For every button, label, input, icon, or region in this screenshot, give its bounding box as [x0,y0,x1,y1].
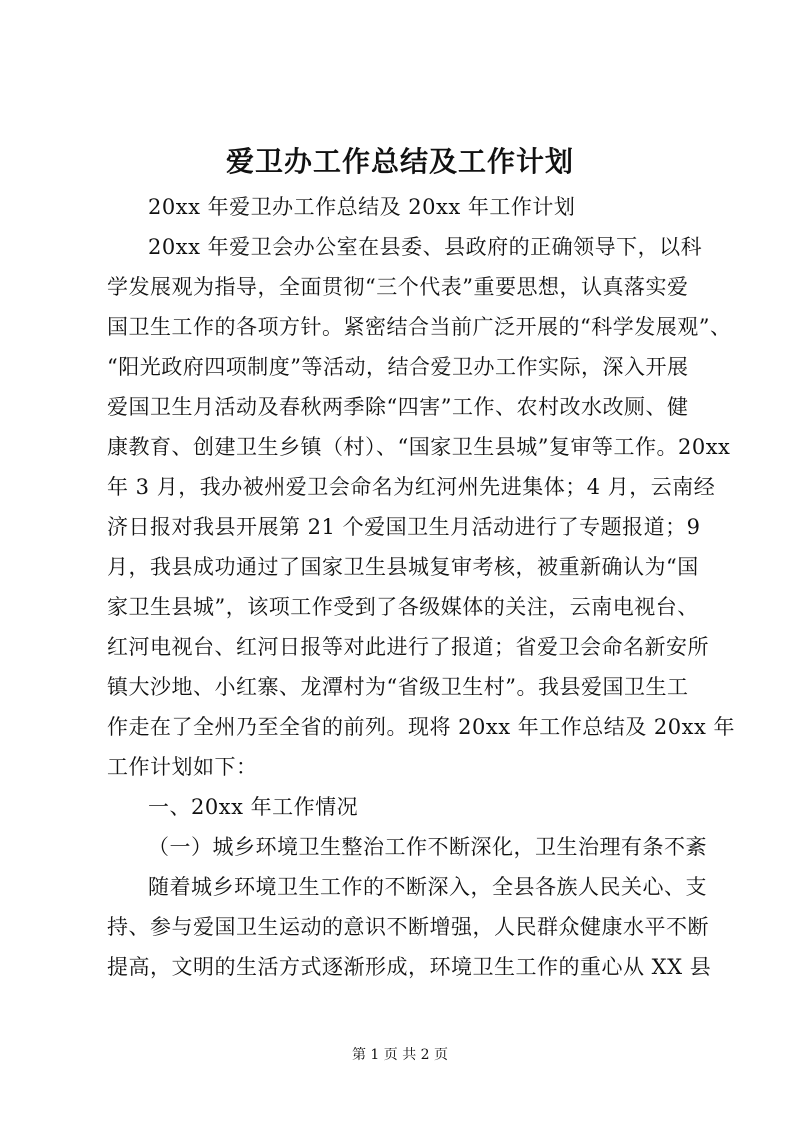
subsection-heading: （一）城乡环境卫生整治工作不断深化，卫生治理有条不紊 [148,835,707,859]
body-line: 提高，文明的生活方式逐渐形成，环境卫生工作的重心从 XX 县 [107,955,712,979]
subtitle-line: 20xx 年爱卫办工作总结及 20xx 年工作计划 [148,195,576,219]
body-line: 月，我县成功通过了国家卫生县城复审考核，被重新确认为“国 [107,555,699,579]
section-heading: 一、20xx 年工作情况 [148,795,359,819]
body-line: 济日报对我县开展第 21 个爱国卫生月活动进行了专题报道；9 [107,515,701,539]
body-line: 家卫生县城”，该项工作受到了各级媒体的关注，云南电视台、 [107,595,699,619]
body-line: 随着城乡环境卫生工作的不断深入，全县各族人民关心、支 [148,875,707,899]
body-line: 年 3 月，我办被州爱卫会命名为红河州先进集体；4 月，云南经 [107,475,716,499]
page-number: 第 1 页 共 2 页 [351,1047,449,1063]
body-line: 作走在了全州乃至全省的前列。现将 20xx 年工作总结及 20xx 年 [107,715,736,739]
body-line: 康教育、创建卫生乡镇（村）、“国家卫生县城”复审等工作。20xx [107,435,731,459]
document-title: 爱卫办工作总结及工作计划 [225,145,574,178]
body-line: “阳光政府四项制度”等活动，结合爱卫办工作实际，深入开展 [107,355,689,379]
body-line: 20xx 年爱卫会办公室在县委、县政府的正确领导下，以科 [148,235,703,259]
body-line: 红河电视台、红河日报等对此进行了报道；省爱卫会命名新安所 [107,635,709,659]
body-line: 爱国卫生月活动及春秋两季除“四害”工作、农村改水改厕、健 [107,395,689,419]
body-line: 国卫生工作的各项方针。紧密结合当前广泛开展的“科学发展观”、 [107,315,732,339]
body-line: 工作计划如下： [107,755,258,779]
body-line: 持、参与爱国卫生运动的意识不断增强，人民群众健康水平不断 [107,915,709,939]
body-line: 学发展观为指导，全面贯彻“三个代表”重要思想，认真落实爱 [107,275,689,299]
body-line: 镇大沙地、小红寨、龙潭村为“省级卫生村”。我县爱国卫生工 [107,675,689,699]
